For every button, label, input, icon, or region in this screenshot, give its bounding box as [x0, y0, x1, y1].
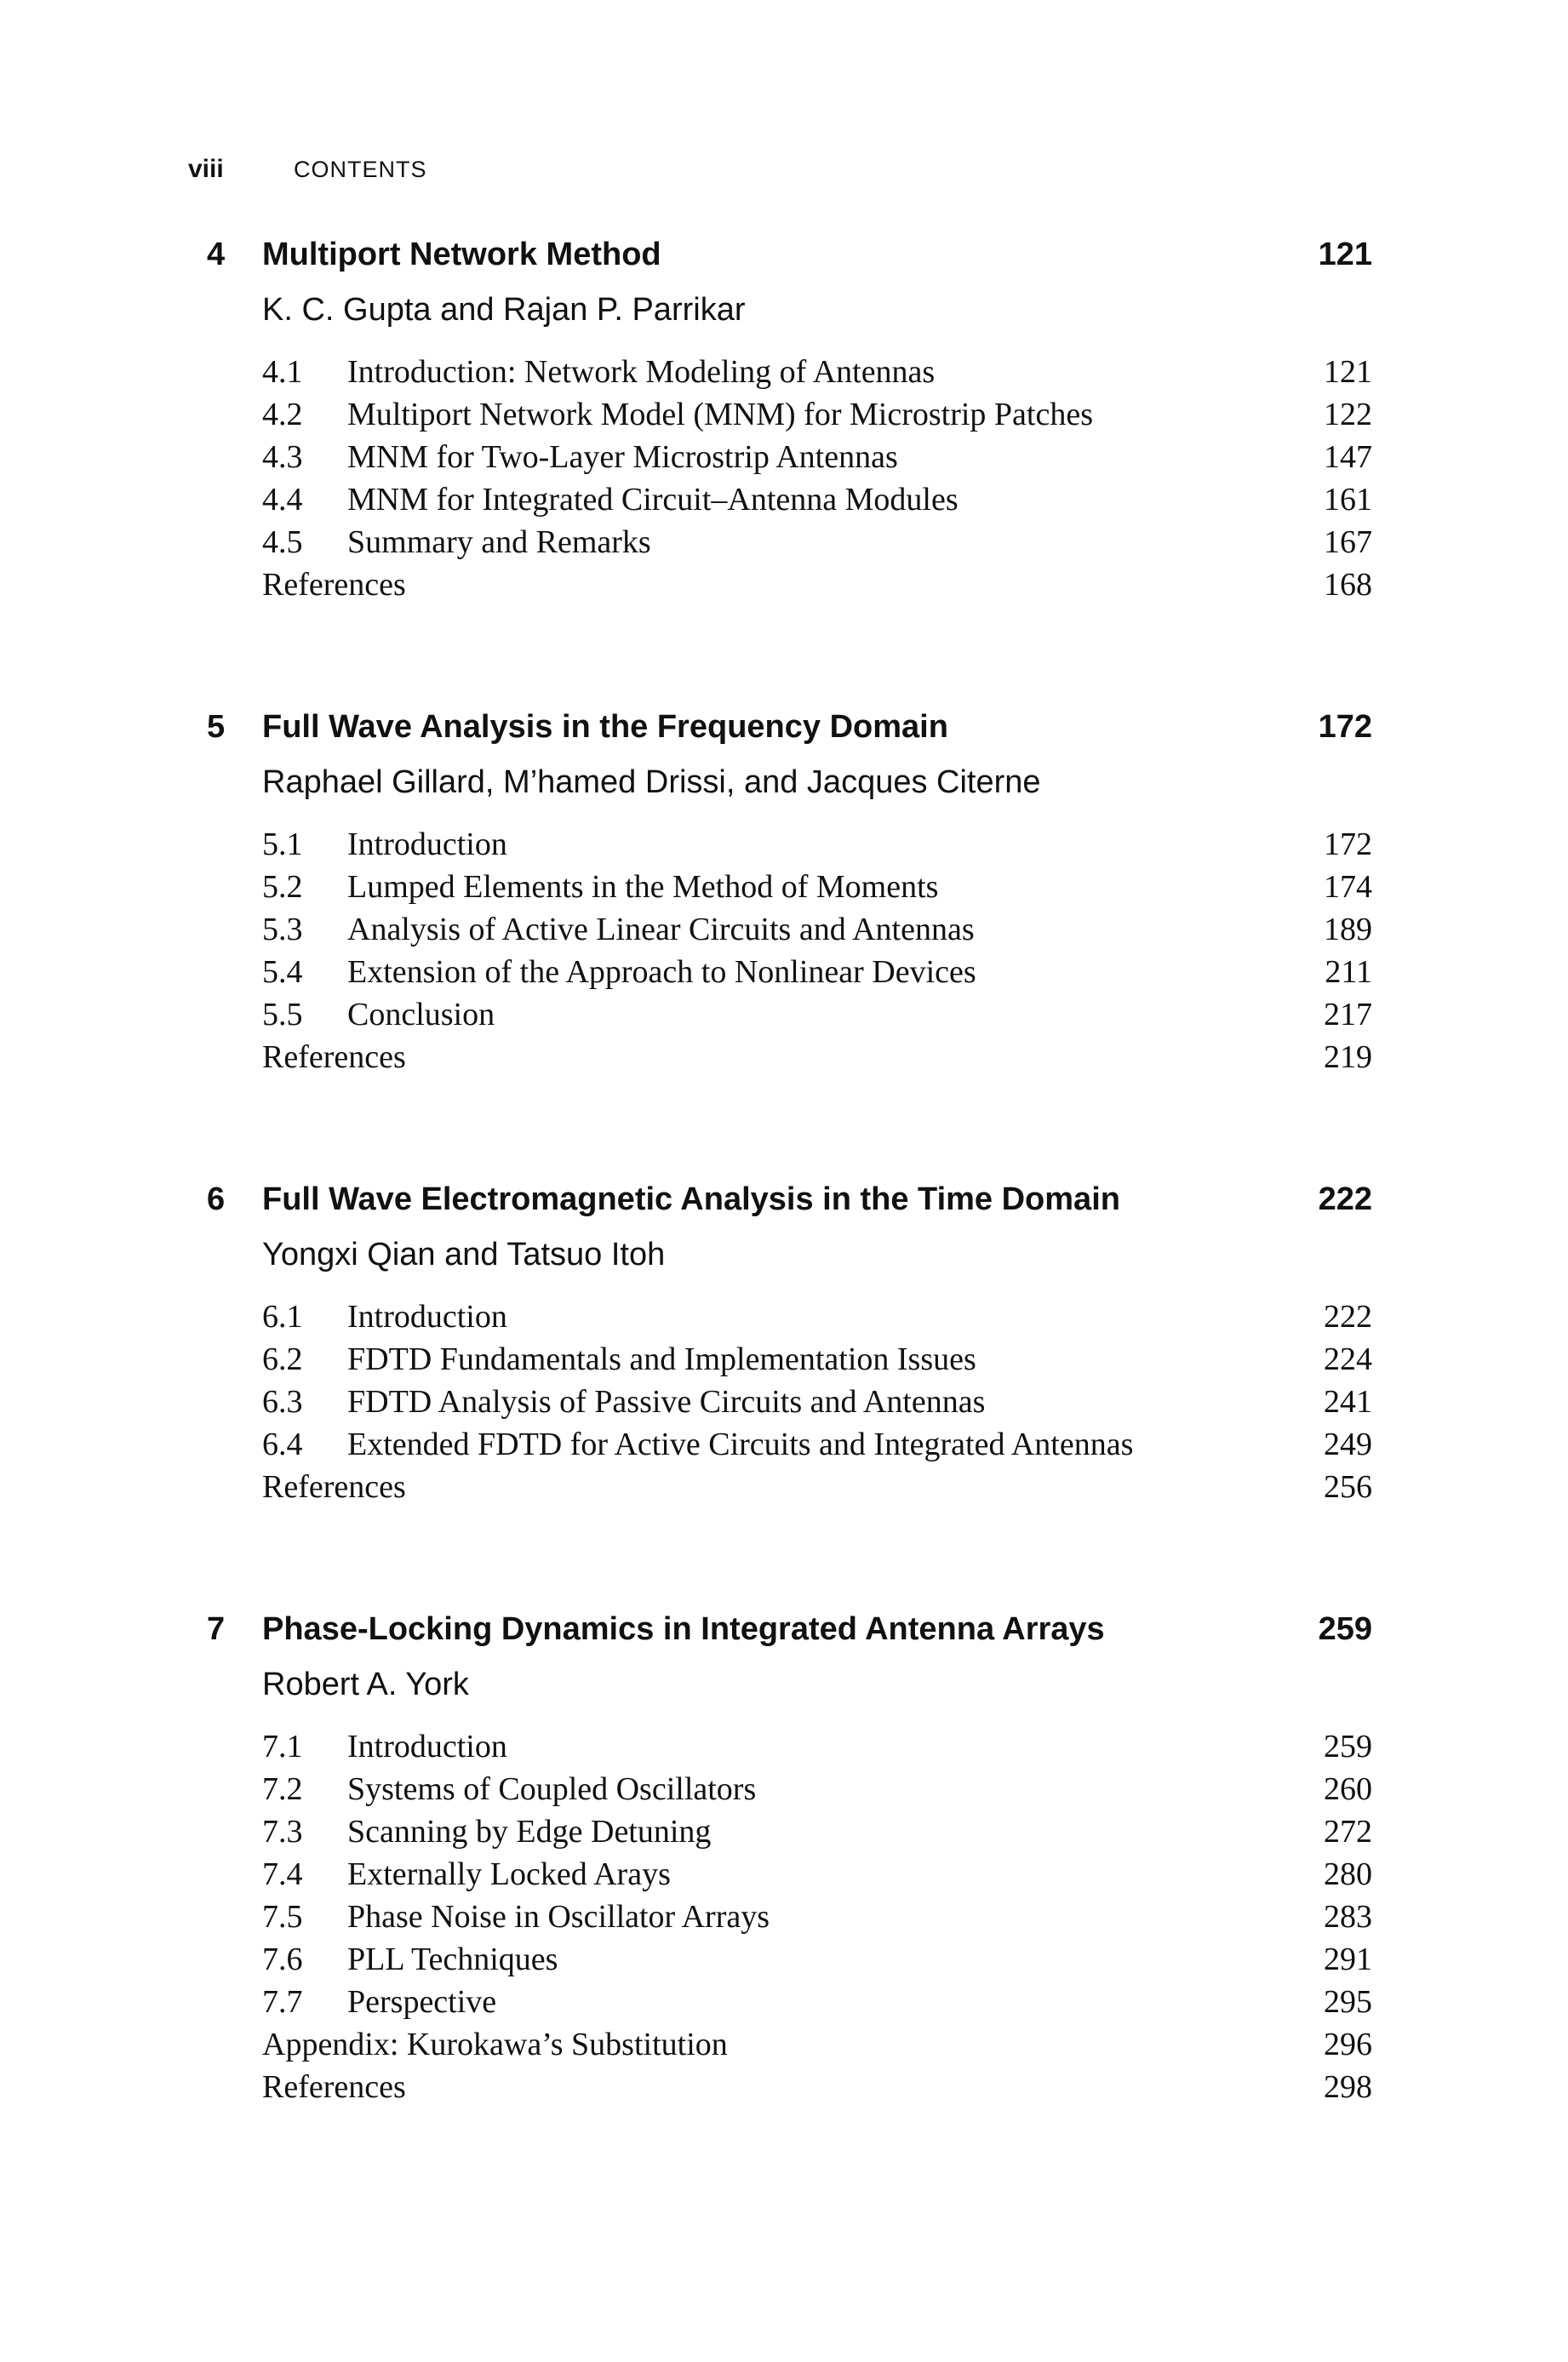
chapter-number: 6	[207, 1181, 226, 1217]
section-entry	[0, 436, 1568, 478]
section-list	[0, 1725, 1568, 2108]
section-page-number: 280	[1324, 1856, 1372, 1892]
section-list	[0, 351, 1568, 606]
chapter-page-number: 259	[1318, 1611, 1372, 1647]
chapter-heading	[0, 702, 1568, 757]
section-title: FDTD Fundamentals and Implementation Issues	[347, 1341, 976, 1377]
section-entry	[0, 2023, 1568, 2066]
section-page-number: 121	[1324, 354, 1372, 390]
section-number: 5.1	[262, 826, 303, 862]
section-number: 7.7	[262, 1984, 303, 2020]
running-head-label: CONTENTS	[294, 157, 427, 182]
section-title: References	[262, 1039, 406, 1075]
page-folio: viii	[188, 155, 224, 183]
section-title: Systems of Coupled Oscillators	[347, 1771, 757, 1807]
chapter-number: 4	[207, 237, 226, 272]
chapter-number: 5	[207, 709, 226, 745]
section-number: 4.2	[262, 397, 303, 432]
section-page-number: 168	[1324, 567, 1372, 603]
section-title: Multiport Network Model (MNM) for Microstrip Patches	[347, 397, 1093, 432]
section-entry	[0, 563, 1568, 606]
section-entry	[0, 1725, 1568, 1768]
section-title: Scanning by Edge Detuning	[347, 1814, 712, 1850]
section-title: PLL Techniques	[347, 1942, 558, 1977]
section-entry	[0, 951, 1568, 993]
section-title: Lumped Elements in the Method of Moments	[347, 869, 939, 905]
section-page-number: 224	[1324, 1341, 1372, 1377]
section-entry	[0, 1853, 1568, 1896]
section-entry	[0, 1381, 1568, 1423]
section-entry	[0, 1896, 1568, 1938]
section-page-number: 217	[1324, 997, 1372, 1032]
chapter-heading	[0, 1175, 1568, 1229]
section-title: MNM for Two-Layer Microstrip Antennas	[347, 439, 898, 475]
chapter-page-number: 222	[1318, 1181, 1372, 1217]
section-number: 6.4	[262, 1427, 303, 1462]
section-page-number: 259	[1324, 1729, 1372, 1764]
section-title: FDTD Analysis of Passive Circuits and Antennas	[347, 1384, 986, 1420]
section-number: 6.3	[262, 1384, 303, 1420]
contents-list	[0, 230, 1568, 2205]
section-entry	[0, 993, 1568, 1036]
section-title: Extension of the Approach to Nonlinear Devices	[347, 954, 976, 990]
section-entry	[0, 1338, 1568, 1381]
section-title: MNM for Integrated Circuit–Antenna Modules	[347, 482, 959, 518]
chapter-title: Phase-Locking Dynamics in Integrated Antenna Arrays	[262, 1611, 1105, 1647]
section-page-number: 222	[1324, 1299, 1372, 1335]
section-page-number: 167	[1324, 524, 1372, 560]
section-page-number: 174	[1324, 869, 1372, 905]
section-number: 5.2	[262, 869, 303, 905]
section-entry	[0, 823, 1568, 866]
section-page-number: 172	[1324, 826, 1372, 862]
section-page-number: 122	[1324, 397, 1372, 432]
section-number: 7.2	[262, 1771, 303, 1807]
section-entry	[0, 1036, 1568, 1078]
section-number: 4.4	[262, 482, 303, 518]
section-title: Perspective	[347, 1984, 497, 2020]
chapter-entry	[0, 230, 1568, 606]
chapter-heading	[0, 230, 1568, 284]
section-page-number: 211	[1325, 954, 1372, 990]
section-number: 7.3	[262, 1814, 303, 1850]
section-page-number: 241	[1324, 1384, 1372, 1420]
section-entry	[0, 908, 1568, 951]
section-page-number: 283	[1324, 1899, 1372, 1935]
section-list	[0, 823, 1568, 1078]
section-number: 6.1	[262, 1299, 303, 1335]
section-number: 7.1	[262, 1729, 303, 1764]
section-entry	[0, 1810, 1568, 1853]
section-entry	[0, 1295, 1568, 1338]
section-number: 4.1	[262, 354, 303, 390]
section-page-number: 249	[1324, 1427, 1372, 1462]
section-title: Appendix: Kurokawa’s Substitution	[262, 2027, 728, 2062]
section-number: 7.5	[262, 1899, 303, 1935]
section-number: 5.3	[262, 912, 303, 947]
section-entry	[0, 478, 1568, 521]
chapter-authors: Raphael Gillard, M’hamed Drissi, and Jacques Citerne	[262, 764, 1041, 800]
section-title: Conclusion	[347, 997, 495, 1032]
section-page-number: 298	[1324, 2069, 1372, 2105]
running-head	[188, 155, 427, 184]
section-number: 4.3	[262, 439, 303, 475]
chapter-authors: Robert A. York	[262, 1667, 469, 1702]
section-page-number: 296	[1324, 2027, 1372, 2062]
chapter-title: Full Wave Electromagnetic Analysis in the Time Domain	[262, 1181, 1120, 1217]
section-title: References	[262, 1469, 406, 1505]
section-number: 7.6	[262, 1942, 303, 1977]
section-title: References	[262, 567, 406, 603]
section-entry	[0, 393, 1568, 436]
section-number: 4.5	[262, 524, 303, 560]
section-page-number: 256	[1324, 1469, 1372, 1505]
section-title: Phase Noise in Oscillator Arrays	[347, 1899, 770, 1935]
section-entry	[0, 2066, 1568, 2108]
section-page-number: 147	[1324, 439, 1372, 475]
chapter-number: 7	[207, 1611, 226, 1647]
section-title: Extended FDTD for Active Circuits and Integrated Antennas	[347, 1427, 1134, 1462]
section-title: Introduction	[347, 1729, 507, 1764]
section-title: Introduction	[347, 826, 507, 862]
section-title: Analysis of Active Linear Circuits and Antennas	[347, 912, 975, 947]
section-entry	[0, 351, 1568, 393]
section-number: 5.4	[262, 954, 303, 990]
chapter-page-number: 121	[1318, 237, 1372, 272]
chapter-entry	[0, 702, 1568, 1078]
section-entry	[0, 866, 1568, 908]
section-title: References	[262, 2069, 406, 2105]
section-page-number: 260	[1324, 1771, 1372, 1807]
chapter-page-number: 172	[1318, 709, 1372, 745]
section-entry	[0, 1768, 1568, 1810]
section-title: Introduction	[347, 1299, 507, 1335]
section-page-number: 219	[1324, 1039, 1372, 1075]
chapter-heading	[0, 1604, 1568, 1659]
section-number: 5.5	[262, 997, 303, 1032]
chapter-title: Multiport Network Method	[262, 237, 661, 272]
chapter-entry	[0, 1175, 1568, 1508]
section-title: Summary and Remarks	[347, 524, 651, 560]
section-page-number: 291	[1324, 1942, 1372, 1977]
section-entry	[0, 1423, 1568, 1466]
section-entry	[0, 521, 1568, 563]
section-title: Externally Locked Arays	[347, 1856, 671, 1892]
section-number: 6.2	[262, 1341, 303, 1377]
section-list	[0, 1295, 1568, 1508]
section-page-number: 272	[1324, 1814, 1372, 1850]
section-entry	[0, 1981, 1568, 2023]
section-entry	[0, 1938, 1568, 1981]
section-title: Introduction: Network Modeling of Antennas	[347, 354, 936, 390]
section-page-number: 189	[1324, 912, 1372, 947]
chapter-entry	[0, 1604, 1568, 2108]
section-page-number: 161	[1324, 482, 1372, 518]
chapter-title: Full Wave Analysis in the Frequency Domain	[262, 709, 948, 745]
section-number: 7.4	[262, 1856, 303, 1892]
section-entry	[0, 1466, 1568, 1508]
chapter-authors: Yongxi Qian and Tatsuo Itoh	[262, 1237, 666, 1273]
section-page-number: 295	[1324, 1984, 1372, 2020]
chapter-authors: K. C. Gupta and Rajan P. Parrikar	[262, 292, 746, 328]
